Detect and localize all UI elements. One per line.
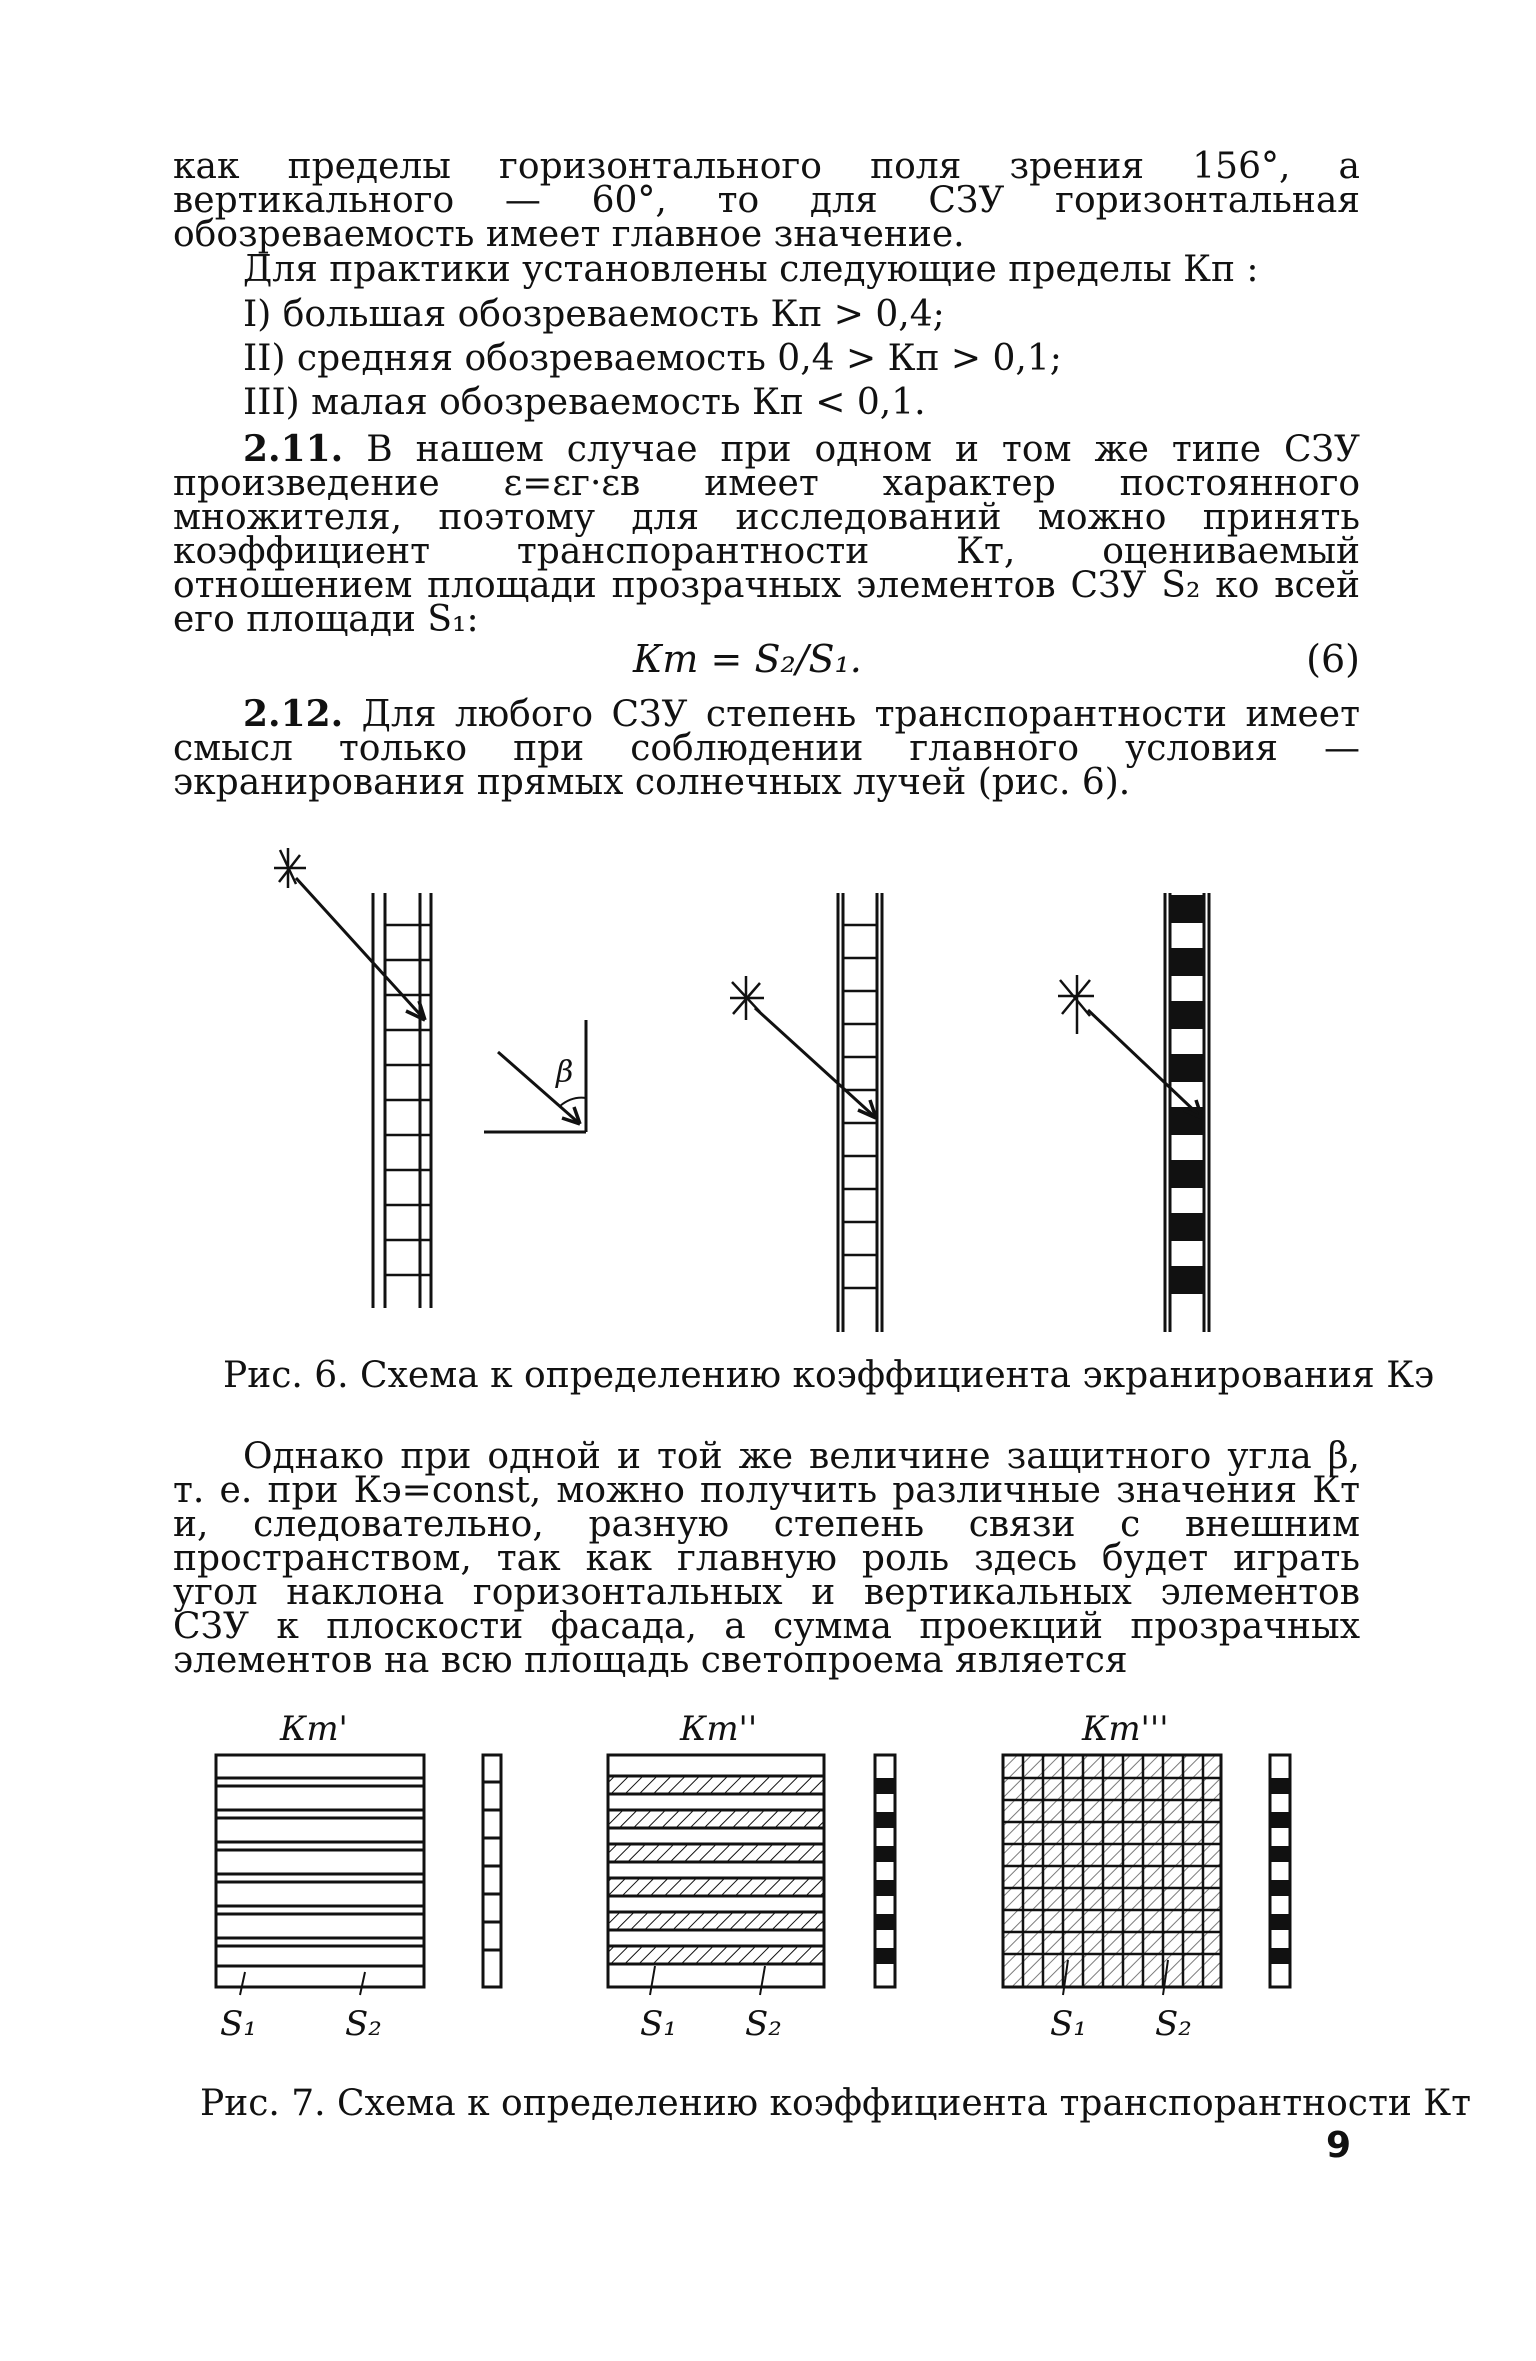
paragraph-2-12-text: Для любого СЗУ степень транспорантности имеет смысл только при соблюдении главного условия — экранирования прямых солнечных лучей (рис. 6). — [173, 694, 1360, 803]
paragraph-3: Однако при одной и той же величине защитного угла β, т. е. при Кэ=const, можно получить различные значения Кт и, следовательно, разную степень связи с внешним пространством, так как главную роль здесь будет играть угол наклона горизонтальных и вертикальных элементов СЗУ к плоскости фасада, а сумма проекций прозрачных элементов на всю площадь светопроема является — [173, 1436, 1360, 1681]
panel-1-s2: S₂ — [345, 2004, 382, 2044]
angle-label: β — [556, 1055, 574, 1090]
panel-3-title: Кт''' — [1082, 1709, 1169, 1749]
panel-2-inclined-slats — [608, 1755, 824, 1995]
list-item-3: III) малая обозреваемость Кп < 0,1. — [243, 382, 926, 423]
panel-1-title: Кт' — [280, 1709, 348, 1749]
section-number: 2.11. — [243, 428, 344, 470]
panel-1-section — [483, 1755, 501, 1987]
list-item-1: I) большая обозреваемость Кп > 0,4; — [243, 294, 945, 335]
panel-1-s1: S₁ — [220, 2004, 257, 2044]
paragraph-2-11-text: В нашем случае при одном и том же типе СЗУ произведение ε=εг·εв имеет характер постоянного множителя, поэтому для исследований можно принять коэффициент транспорантности Кт, оцениваемый отношением площади прозрачных элементов СЗУ S₂ ко всей его площади S₁: — [173, 429, 1360, 640]
panel-2-section — [875, 1755, 895, 1987]
figure-6-caption: Рис. 6. Схема к определению коэффициента экранирования Кэ — [223, 1355, 1435, 1396]
panel-1-horizontal-slats — [216, 1755, 424, 1995]
panel-3-s2: S₂ — [1155, 2004, 1192, 2044]
panel-2-s1: S₁ — [640, 2004, 677, 2044]
figure-7-caption: Рис. 7. Схема к определению коэффициента транспорантности Кт — [200, 2083, 1472, 2124]
formula-expression: Кт = S₂/S₁. — [633, 637, 862, 681]
page-number: 9 — [1326, 2125, 1352, 2166]
panel-2-title: Кт'' — [680, 1709, 758, 1749]
panel-2-s2: S₂ — [745, 2004, 782, 2044]
panel-3-grid — [1003, 1755, 1221, 1995]
panel-3-section — [1270, 1755, 1290, 1987]
panel-3-s1: S₁ — [1050, 2004, 1087, 2044]
paragraph-1: как пределы горизонтального поля зрения 156°, а вертикального — 60°, то для СЗУ горизонтальная обозреваемость имеет главное значение. — [173, 146, 1360, 255]
paragraph-2: Для практики установлены следующие пределы Кп : — [243, 249, 1259, 290]
list-item-2: II) средняя обозреваемость 0,4 > Кп > 0,1; — [243, 338, 1062, 379]
section-number: 2.12. — [243, 693, 344, 735]
formula-number: (6) — [1306, 637, 1360, 681]
